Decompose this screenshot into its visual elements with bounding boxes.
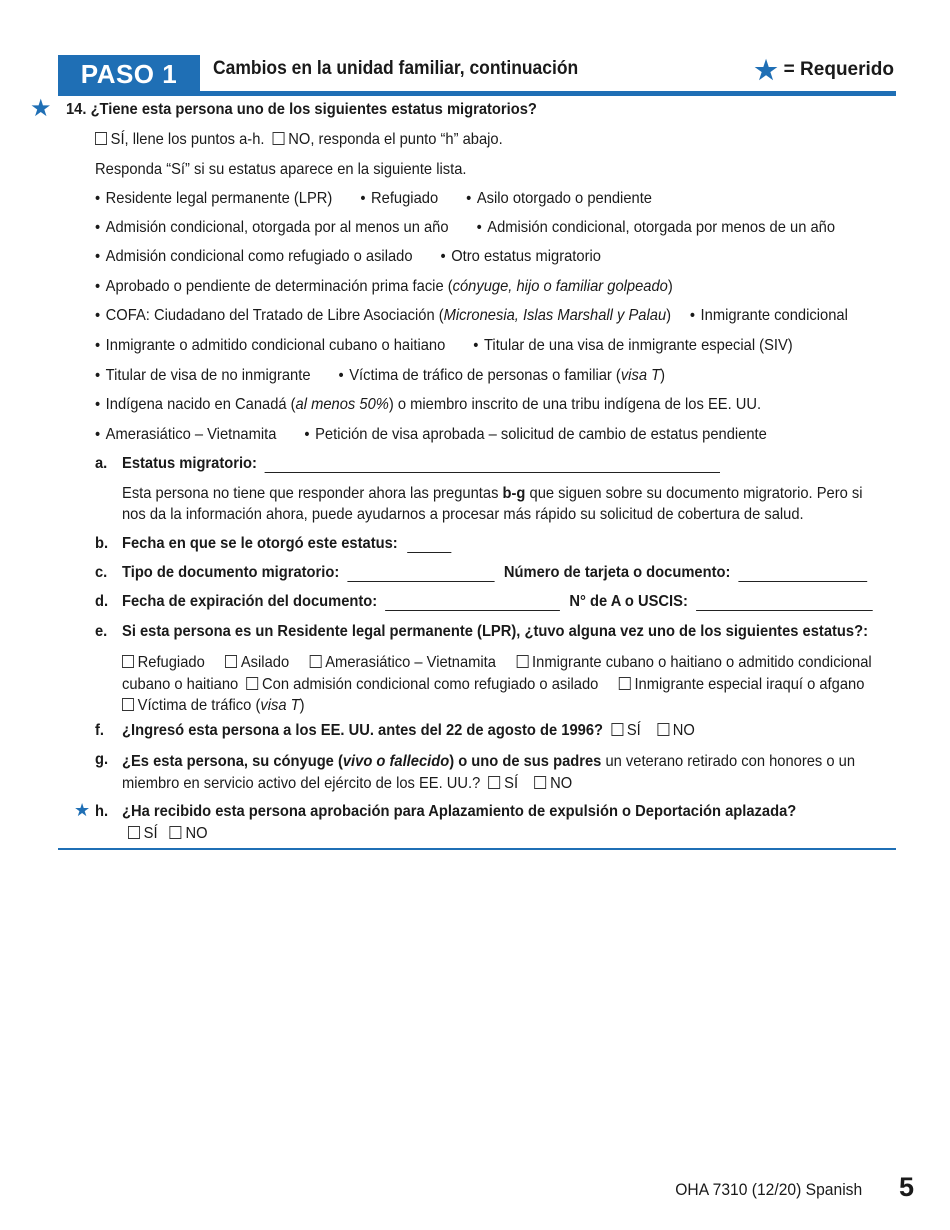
status-item: Víctima de tráfico de personas o familiar (visa T) [349,367,665,384]
sub-item-a [122,455,720,473]
no-checkbox[interactable] [170,826,182,839]
section-divider [58,848,896,850]
sub-item-e-label: Si esta persona es un Residente legal permanente (LPR), ¿tuvo alguna vez uno de los siguientes estatus?: [122,623,868,640]
star-icon: ★ [754,55,778,85]
yes-checkbox[interactable] [489,776,501,789]
field-label: N° de A o USCIS: [569,593,688,610]
amerasian-checkbox[interactable] [310,655,322,668]
status-item: Admisión condicional, otorgada por menos de un año [487,219,836,236]
status-row-3: • Admisión condicional como refugiado o asilado • Otro estatus migratorio [95,248,601,265]
yes-checkbox[interactable] [128,826,140,839]
status-item: COFA: Ciudadano del Tratado de Libre Asociación (Micronesia, Islas Marshall y Palau) [105,307,672,324]
status-item: Amerasiático – Vietnamita [105,426,277,443]
status-row-2: • Admisión condicional, otorgada por al menos un año • Admisión condicional, otorgada por menos de un año [95,219,836,236]
field-label: Estatus migratorio: [122,455,257,472]
status-row-6: • Inmigrante o admitido condicional cubano o haitiano • Titular de una visa de inmigrante especial (SIV) [95,337,793,354]
sub-item-f: ¿Ingresó esta persona a los EE. UU. antes del 22 de agosto de 1996? SÍ NO [122,722,695,739]
refugee-checkbox[interactable] [122,655,134,668]
sub-item-d [122,593,872,611]
status-item: Asilo otorgado o pendiente [476,190,652,207]
question-text: ¿Ingresó esta persona a los EE. UU. antes del 22 de agosto de 1996? [122,722,604,739]
status-item: Residente legal permanente (LPR) [105,190,333,207]
required-legend-text: = Requerido [783,59,894,80]
status-item: Otro estatus migratorio [451,248,601,265]
status-item: Petición de visa aprobada – solicitud de cambio de estatus pendiente [315,426,767,443]
immigration-status-field[interactable] [265,458,720,473]
yes-label: SÍ, llene los puntos a-h. [110,131,265,148]
page-number: 5 [898,1172,914,1202]
page-title: Cambios en la unidad familiar, continuación [213,58,579,79]
sub-item-f-letter: f. [95,722,104,739]
no-checkbox[interactable] [273,132,285,145]
no-checkbox[interactable] [534,776,546,789]
document-type-field[interactable] [347,567,494,582]
question-14 [66,101,537,119]
status-item: Refugiado [371,190,439,207]
sub-item-g: ¿Es esta persona, su cónyuge (vivo o fallecido) o uno de sus padres un veterano retirado con honores o un miembro en servicio activo del ejército de los EE. UU.? SÍ NO [122,753,856,792]
step-badge: PASO 1 [58,55,200,93]
status-row-1: • Residente legal permanente (LPR) • Refugiado • Asilo otorgado o pendiente [95,190,652,207]
no-checkbox[interactable] [657,723,669,736]
sub-item-a-letter: a. [95,455,108,472]
form-id: OHA 7310 (12/20) Spanish [675,1180,862,1199]
sub-item-a-note: Esta persona no tiene que responder ahora las preguntas b-g que siguen sobre su documento migratorio. Pero si nos da la información ahora, puede ayudarnos a procesar más rápido su solicitud de cobertura de salud. [122,485,863,523]
document-number-field[interactable] [738,567,867,582]
sub-item-h-options: SÍ NO [128,825,208,843]
status-granted-date-field[interactable] [407,538,451,553]
cuban-haitian-checkbox[interactable] [516,655,528,668]
status-item: Inmigrante o admitido condicional cubano o haitiano [105,337,446,354]
yes-checkbox[interactable] [611,723,623,736]
instruction-text: Responda “Sí” si su estatus aparece en la siguiente lista. [95,161,467,178]
yes-checkbox[interactable] [95,132,107,145]
special-immigrant-checkbox[interactable] [619,677,631,690]
no-label: NO, responda el punto “h” abajo. [288,131,503,148]
field-label: Fecha en que se le otorgó este estatus: [122,535,398,552]
required-legend [754,57,894,83]
status-row-9: • Amerasiático – Vietnamita • Petición de visa aprobada – solicitud de cambio de estatus pendiente [95,426,767,443]
required-star-icon: ★ [30,95,52,122]
status-row-4: • Aprobado o pendiente de determinación prima facie (cónyuge, hijo o familiar golpeado) [95,278,673,295]
status-item: Titular de visa de no inmigrante [105,367,311,384]
status-item: Aprobado o pendiente de determinación prima facie (cónyuge, hijo o familiar golpeado) [105,278,673,295]
sub-item-e-letter: e. [95,623,108,640]
asylee-checkbox[interactable] [225,655,237,668]
status-item: Admisión condicional, otorgada por al menos un año [105,219,449,236]
sub-item-e-options: Refugiado Asilado Amerasiático – Vietnamita Inmigrante cubano o haitiano o admitido condicional cubano o haitiano Con admisión condicional como refugiado o asilado Inmigrante especial iraquí o afgano Víctima de tráfico (visa T) [122,654,872,714]
sub-item-c-letter: c. [95,564,108,581]
sub-item-c [122,564,867,582]
sub-item-b-letter: b. [95,535,109,552]
status-item: Inmigrante condicional [700,307,848,324]
sub-item-d-letter: d. [95,593,109,610]
field-label: Tipo de documento migratorio: [122,564,340,581]
trafficking-victim-checkbox[interactable] [122,698,134,711]
conditional-entrant-checkbox[interactable] [246,677,258,690]
sub-item-h-label: ¿Ha recibido esta persona aprobación para Aplazamiento de expulsión o Deportación aplazada? [122,803,797,820]
status-item: Admisión condicional como refugiado o asilado [105,248,413,265]
expiration-date-field[interactable] [385,596,560,611]
sub-item-b [122,535,451,553]
status-row-5: • COFA: Ciudadano del Tratado de Libre Asociación (Micronesia, Islas Marshall y Palau) • Inmigrante condicional [95,307,848,324]
a-number-field[interactable] [696,596,873,611]
field-label: Fecha de expiración del documento: [122,593,378,610]
sub-item-g-letter: g. [95,751,109,768]
status-item: Titular de una visa de inmigrante especial (SIV) [483,337,793,354]
status-row-7: • Titular de visa de no inmigrante • Víctima de tráfico de personas o familiar (visa T) [95,367,665,384]
question-number: 14. [66,101,87,118]
required-star-icon: ★ [74,800,91,820]
question-text: ¿Tiene esta persona uno de los siguientes estatus migratorios? [90,101,537,118]
status-item: Indígena nacido en Canadá (al menos 50%) o miembro inscrito de una tribu indígena de los EE. UU. [105,396,762,413]
header-divider [58,91,896,96]
q14-answer-options [95,131,503,149]
sub-item-h-letter: h. [95,803,109,820]
status-row-8: • Indígena nacido en Canadá (al menos 50%) o miembro inscrito de una tribu indígena de los EE. UU. [95,396,762,413]
field-label: Número de tarjeta o documento: [503,564,731,581]
